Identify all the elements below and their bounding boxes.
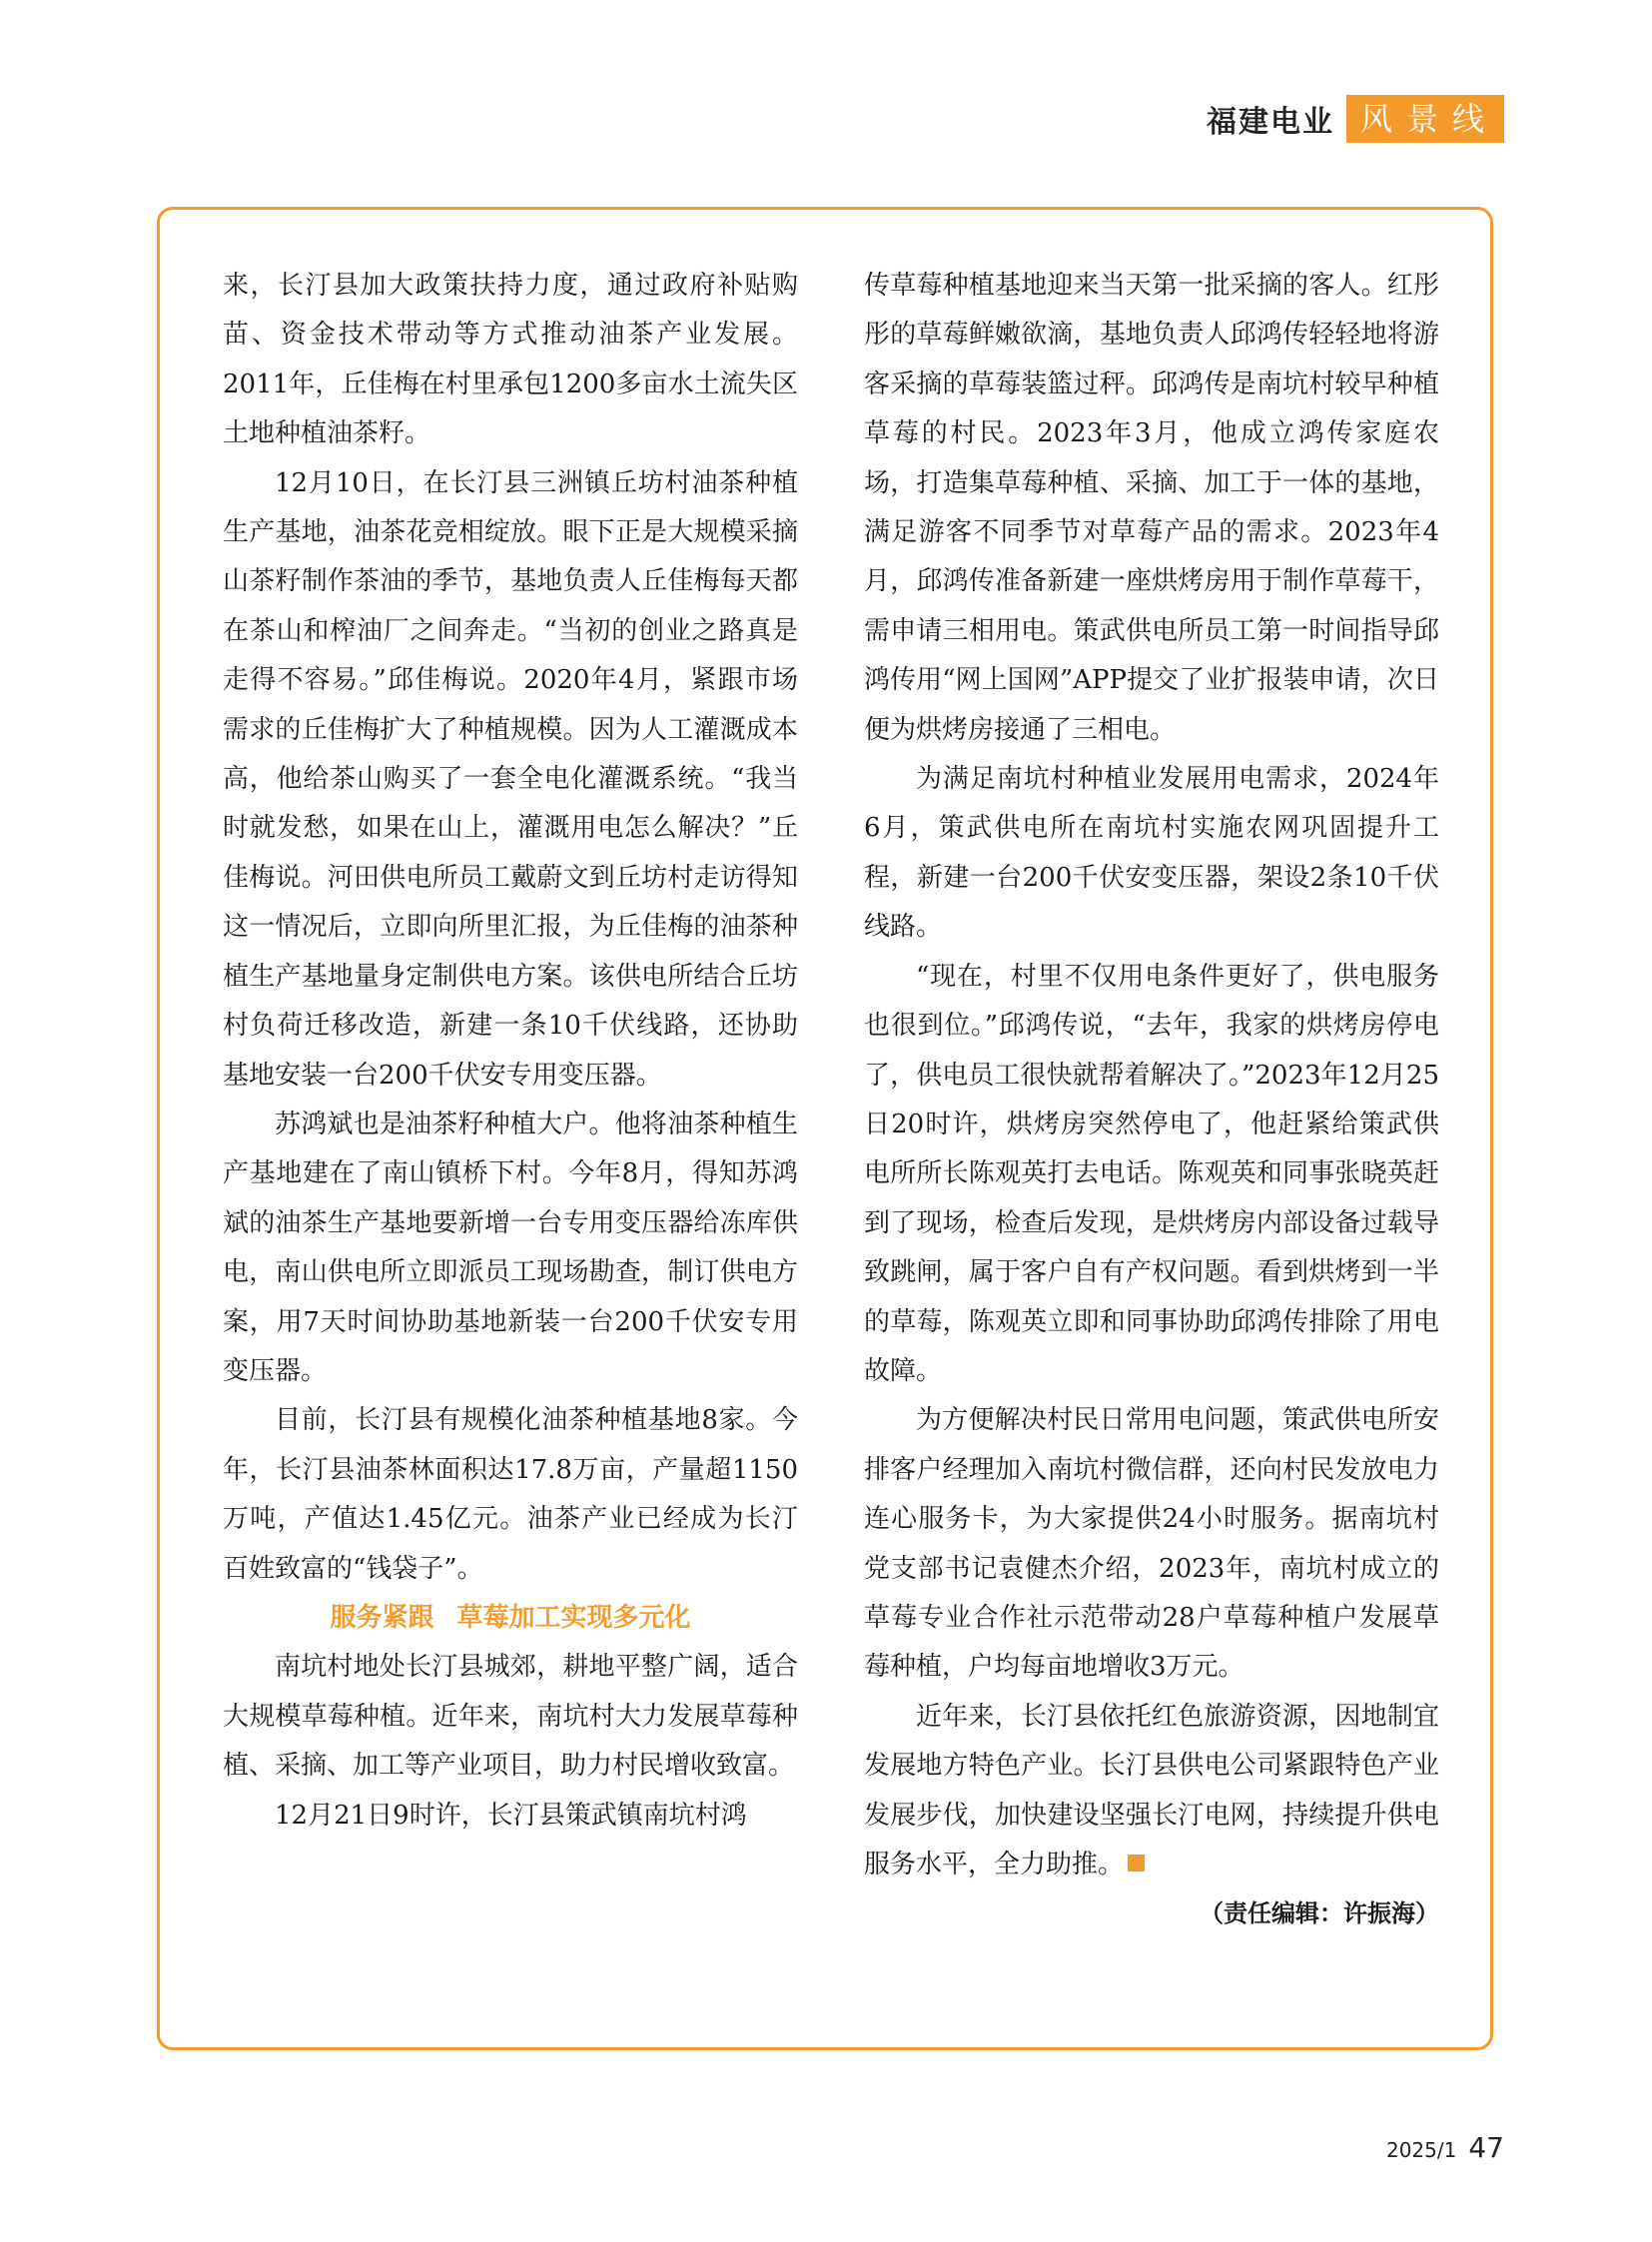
article-column-right bbox=[864, 262, 1439, 1939]
paragraph-final-text: 近年来，长汀县依托红色旅游资源，因地制宜发展地方特色产业。长汀县供电公司紧跟特色产业发展步伐，加快建设坚强长汀电网，持续提升供电服务水平，全力助推。 bbox=[864, 1701, 1439, 1879]
paragraph: 为满足南坑村种植业发展用电需求，2024年6月，策武供电所在南坑村实施农网巩固提升工程，新建一台200千伏安变压器，架设2条10千伏线路。 bbox=[864, 764, 1439, 943]
paragraph: 来，长汀县加大政策扶持力度，通过政府补贴购苗、资金技术带动等方式推动油茶产业发展。2011年，丘佳梅在村里承包1200多亩水土流失区土地种植油茶籽。 bbox=[223, 271, 798, 449]
paragraph-final bbox=[864, 1693, 1439, 1890]
section-subheading: 服务紧跟 草莓加工实现多元化 bbox=[330, 1602, 691, 1633]
paragraph: 12月21日9时许，长汀县策武镇南坑村鸿 bbox=[275, 1800, 747, 1831]
magazine-title: 福建电业 bbox=[1206, 105, 1334, 140]
section-label: 风景线 bbox=[1346, 95, 1504, 143]
page-number: 47 bbox=[1468, 2131, 1504, 2164]
paragraph: 南坑村地处长汀县城郊，耕地平整广阔，适合大规模草莓种植。近年来，南坑村大力发展草莓种植、采摘、加工等产业项目，助力村民增收致富。 bbox=[223, 1652, 798, 1782]
issue-number: 2025/1 bbox=[1385, 2138, 1457, 2162]
magazine-header bbox=[1207, 96, 1504, 142]
paragraph: 目前，长汀县有规模化油茶种植基地8家。今年，长汀县油茶林面积达17.8万亩，产量超1150万吨，产值达1.45亿元。油茶产业已经成为长汀百姓致富的“钱袋子”。 bbox=[223, 1405, 798, 1584]
article-column-left bbox=[223, 262, 798, 1841]
page-footer bbox=[1386, 2131, 1504, 2164]
paragraph: 苏鸿斌也是油茶籽种植大户。他将油茶种植生产基地建在了南山镇桥下村。今年8月，得知苏鸿斌的油茶生产基地要新增一台专用变压器给冻库供电，南山供电所立即派员工现场勘查，制订供电方案，用7天时间协助基地新装一台200千伏安专用变压器。 bbox=[223, 1109, 798, 1386]
paragraph: 12月10日，在长汀县三洲镇丘坊村油茶种植生产基地，油茶花竞相绽放。眼下正是大规模采摘山茶籽制作茶油的季节，基地负责人丘佳梅每天都在茶山和榨油厂之间奔走。“当初的创业之路真是走得不容易。”邱佳梅说。2020年4月，紧跟市场需求的丘佳梅扩大了种植规模。因为人工灌溉成本高，他给茶山购买了一套全电化灌溉系统。“我当时就发愁，如果在山上，灌溉用电怎么解决？”丘佳梅说。河田供电所员工戴蔚文到丘坊村走访得知这一情况后，立即向所里汇报，为丘佳梅的油茶种植生产基地量身定制供电方案。该供电所结合丘坊村负荷迁移改造，新建一条10千伏线路，还协助基地安装一台200千伏安专用变压器。 bbox=[223, 467, 798, 1091]
editor-credit: （责任编辑：许振海） bbox=[1200, 1899, 1439, 1928]
end-mark-icon bbox=[1128, 1855, 1145, 1871]
paragraph: 为方便解决村民日常用电问题，策武供电所安排客户经理加入南坑村微信群，还向村民发放电力连心服务卡，为大家提供24小时服务。据南坑村党支部书记袁健杰介绍，2023年，南坑村成立的草莓专业合作社示范带动28户草莓种植户发展草莓种植，户均每亩地增收3万元。 bbox=[864, 1405, 1439, 1683]
paragraph: 传草莓种植基地迎来当天第一批采摘的客人。红彤彤的草莓鲜嫩欲滴，基地负责人邱鸿传轻轻地将游客采摘的草莓装篮过秤。邱鸿传是南坑村较早种植草莓的村民。2023年3月，他成立鸿传家庭农场，打造集草莓种植、采摘、加工于一体的基地，满足游客不同季节对草莓产品的需求。2023年4月，邱鸿传准备新建一座烘烤房用于制作草莓干，需申请三相用电。策武供电所员工第一时间指导邱鸿传用“网上国网”APP提交了业扩报装申请，次日便为烘烤房接通了三相电。 bbox=[864, 271, 1439, 745]
paragraph: “现在，村里不仅用电条件更好了，供电服务也很到位。”邱鸿传说，“去年，我家的烘烤房停电了，供电员工很快就帮着解决了。”2023年12月25日20时许，烘烤房突然停电了，他赶紧给策武供电所所长陈观英打去电话。陈观英和同事张晓英赶到了现场，检查后发现，是烘烤房内部设备过载导致跳闸，属于客户自有产权问题。看到烘烤到一半的草莓，陈观英立即和同事协助邱鸿传排除了用电故障。 bbox=[864, 961, 1439, 1386]
